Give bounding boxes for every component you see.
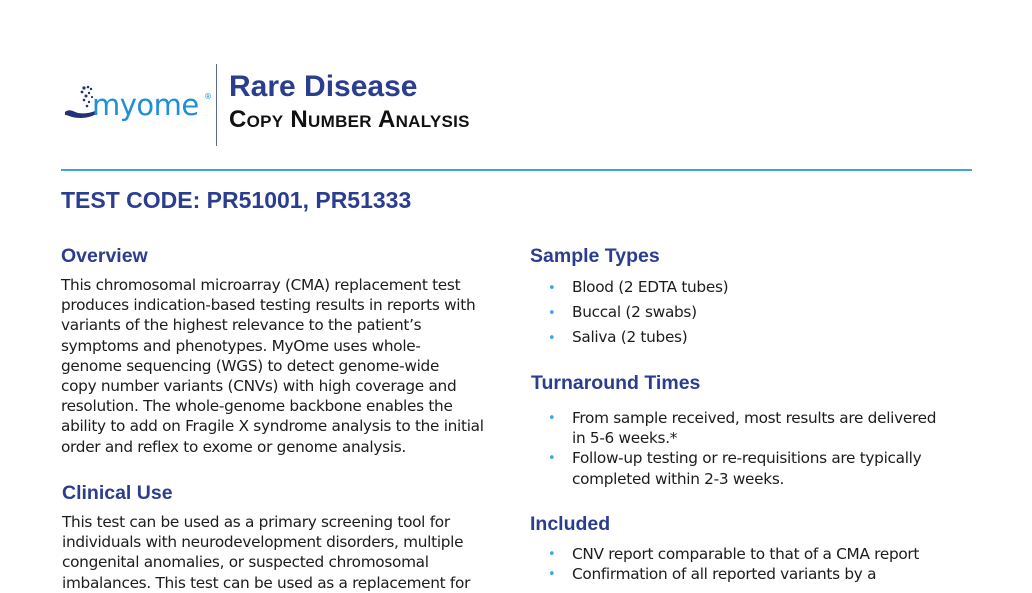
overview-line: order and reflex to exome or genome analysis.	[61, 437, 406, 456]
list-item: • Saliva (2 tubes)	[530, 325, 970, 350]
page-title: Rare Disease	[229, 70, 418, 103]
clinical-use-line: imbalances. This test can be used as a replacement for	[62, 573, 471, 592]
page-subtitle: Copy Number Analysis	[229, 106, 470, 133]
overview-line: symptoms and phenotypes. MyOme uses whole-	[61, 336, 421, 355]
overview-line: variants of the highest relevance to the patient’s	[61, 316, 422, 335]
clinical-use-text	[62, 512, 512, 593]
bullet-icon: •	[548, 306, 556, 321]
list-item: • From sample received, most results are delivered in 5-6 weeks.*	[548, 409, 937, 448]
bullet-icon: •	[548, 547, 556, 562]
bullet-icon: •	[548, 567, 556, 583]
bullet-icon: •	[548, 331, 556, 346]
brand-name: myome	[92, 88, 199, 122]
clinical-use-line: congenital anomalies, or suspected chromosomal	[62, 553, 429, 572]
turnaround-heading: Turnaround Times	[531, 372, 701, 394]
sample-types-heading: Sample Types	[530, 245, 660, 267]
myome-logo	[62, 82, 212, 128]
included-heading: Included	[530, 513, 611, 535]
overview-line: copy number variants (CNVs) with high coverage and	[61, 377, 457, 396]
header-divider	[216, 64, 217, 146]
overview-line: ability to add on Fragile X syndrome analysis to the initial	[61, 417, 484, 436]
overview-heading: Overview	[61, 245, 148, 267]
overview-line: produces indication-based testing results in reports with	[61, 296, 476, 315]
list-item: • CNV report comparable to that of a CMA report	[530, 544, 970, 564]
test-code: TEST CODE: PR51001, PR51333	[61, 187, 412, 213]
list-item: • Blood (2 EDTA tubes)	[530, 275, 970, 300]
turnaround-list	[530, 408, 970, 489]
clinical-use-heading: Clinical Use	[62, 482, 173, 504]
overview-line: genome sequencing (WGS) to detect genome-wide	[61, 356, 440, 375]
bullet-icon: •	[548, 411, 556, 426]
list-item: • Follow-up testing or re-requisitions are typically completed within 2-3 weeks.	[548, 449, 922, 488]
list-item: • Confirmation of all reported variants by a	[530, 564, 970, 584]
overview-text	[61, 275, 511, 457]
list-item: • Buccal (2 swabs)	[530, 300, 970, 325]
overview-line: This chromosomal microarray (CMA) replacement test	[61, 276, 461, 294]
bullet-icon: •	[548, 281, 556, 296]
header-rule	[61, 169, 972, 171]
clinical-use-line: individuals with neurodevelopment disorders, multiple	[62, 533, 464, 552]
clinical-use-line: This test can be used as a primary screening tool for	[62, 513, 450, 531]
sample-types-list	[530, 275, 970, 350]
overview-line: resolution. The whole-genome backbone enables the	[61, 397, 453, 416]
registered-mark: ®	[204, 92, 212, 101]
bullet-icon: •	[548, 451, 556, 467]
included-list	[530, 544, 970, 584]
